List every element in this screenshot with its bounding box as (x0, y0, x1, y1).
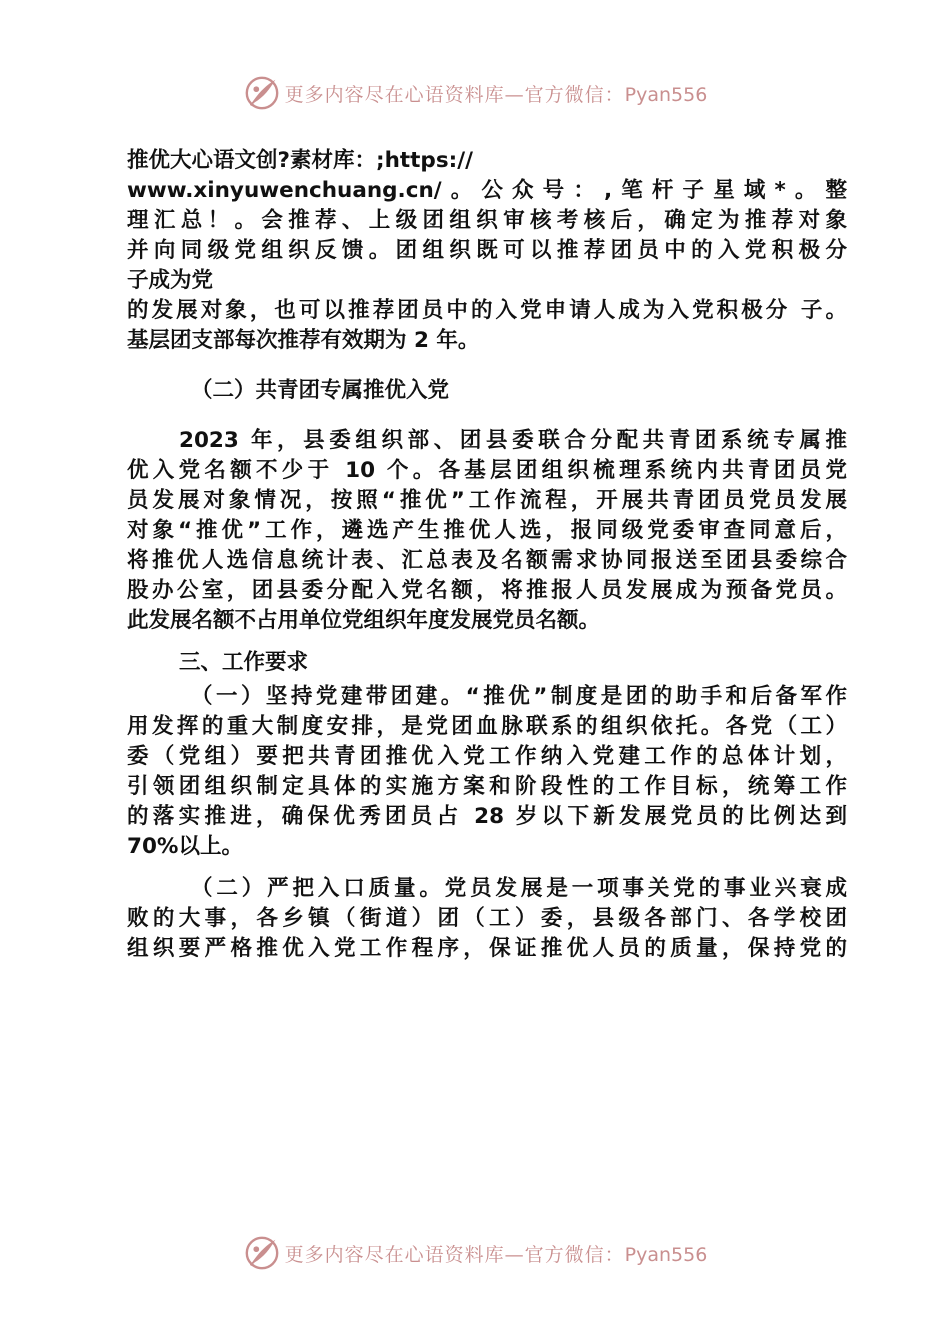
text-line: 引领团组织制定具体的实施方案和阶段性的工作目标，统筹工作 (127, 774, 847, 799)
feather-pen-logo-icon (243, 1234, 281, 1272)
text-line: 将推优人选信息统计表、汇总表及名额需求协同报送至团县委综合 (127, 548, 847, 573)
text-line: 并向同级党组织反馈。团组织既可以推荐团员中的入党积极分 (127, 238, 847, 263)
paragraph-2 (127, 426, 847, 636)
section-heading-3: 三、工作要求 (179, 650, 309, 675)
text-line: 组织要严格推优入党工作程序，保证推优人员的质量，保持党的 (127, 936, 847, 961)
text-line: www.xinyuwenchuang.cn/。公众号：,笔杆子星域*。整 (127, 178, 847, 203)
paragraph-3 (127, 682, 847, 862)
paragraph-4 (127, 874, 847, 964)
watermark-text: 更多内容尽在心语资料库—官方微信：Pyan556 (284, 83, 708, 106)
text-line: 子成为党 (127, 268, 214, 293)
section-heading-2: （二）共青团专属推优入党 (191, 378, 450, 403)
watermark-wechat-id: Pyan556 (624, 83, 708, 106)
text-line: （一）坚持党建带团建。“推优”制度是团的助手和后备军作 (191, 684, 847, 709)
text-line: 基层团支部每次推荐有效期为 2 年。 (127, 328, 480, 353)
text-line: 推优大心语文创?素材库：;https:// (127, 148, 473, 173)
text-line: 用发挥的重大制度安排，是党团血脉联系的组织依托。各党（工） (127, 714, 847, 739)
text-line: 委（党组）要把共青团推优入党工作纳入党建工作的总体计划， (127, 744, 847, 769)
watermark-footer (0, 1228, 950, 1278)
document-body (127, 146, 847, 964)
feather-pen-logo-icon (243, 74, 281, 112)
watermark-text: 更多内容尽在心语资料库—官方微信：Pyan556 (284, 1243, 708, 1266)
text-line: 2023 年，县委组织部、团县委联合分配共青团系统专属推 (179, 428, 847, 453)
text-line: 理汇总！。会推荐、上级团组织审核考核后，确定为推荐对象 (127, 208, 847, 233)
text-line: 此发展名额不占用单位党组织年度发展党员名额。 (127, 608, 601, 633)
text-line: 的发展对象，也可以推荐团员中的入党申请人成为入党积极分 子。 (127, 298, 847, 323)
watermark-wechat-id: Pyan556 (624, 1243, 708, 1266)
paragraph-1 (127, 146, 847, 356)
text-line: 优入党名额不少于 10 个。各基层团组织梳理系统内共青团员党 (127, 458, 847, 483)
watermark-header (0, 68, 950, 118)
text-line: 股办公室，团县委分配入党名额，将推报人员发展成为预备党员。 (127, 578, 847, 603)
text-line: （二）严把入口质量。党员发展是一项事关党的事业兴衰成 (191, 876, 847, 901)
text-line: 员发展对象情况，按照“推优”工作流程，开展共青团员党员发展 (127, 488, 847, 513)
text-line: 败的大事，各乡镇（街道）团（工）委，县级各部门、各学校团 (127, 906, 847, 931)
text-line: 的落实推进，确保优秀团员占 28 岁以下新发展党员的比例达到 (127, 804, 847, 829)
text-line: 70%以上。 (127, 834, 243, 859)
text-line: 对象“推优”工作，遴选产生推优人选，报同级党委审查同意后， (127, 518, 847, 543)
